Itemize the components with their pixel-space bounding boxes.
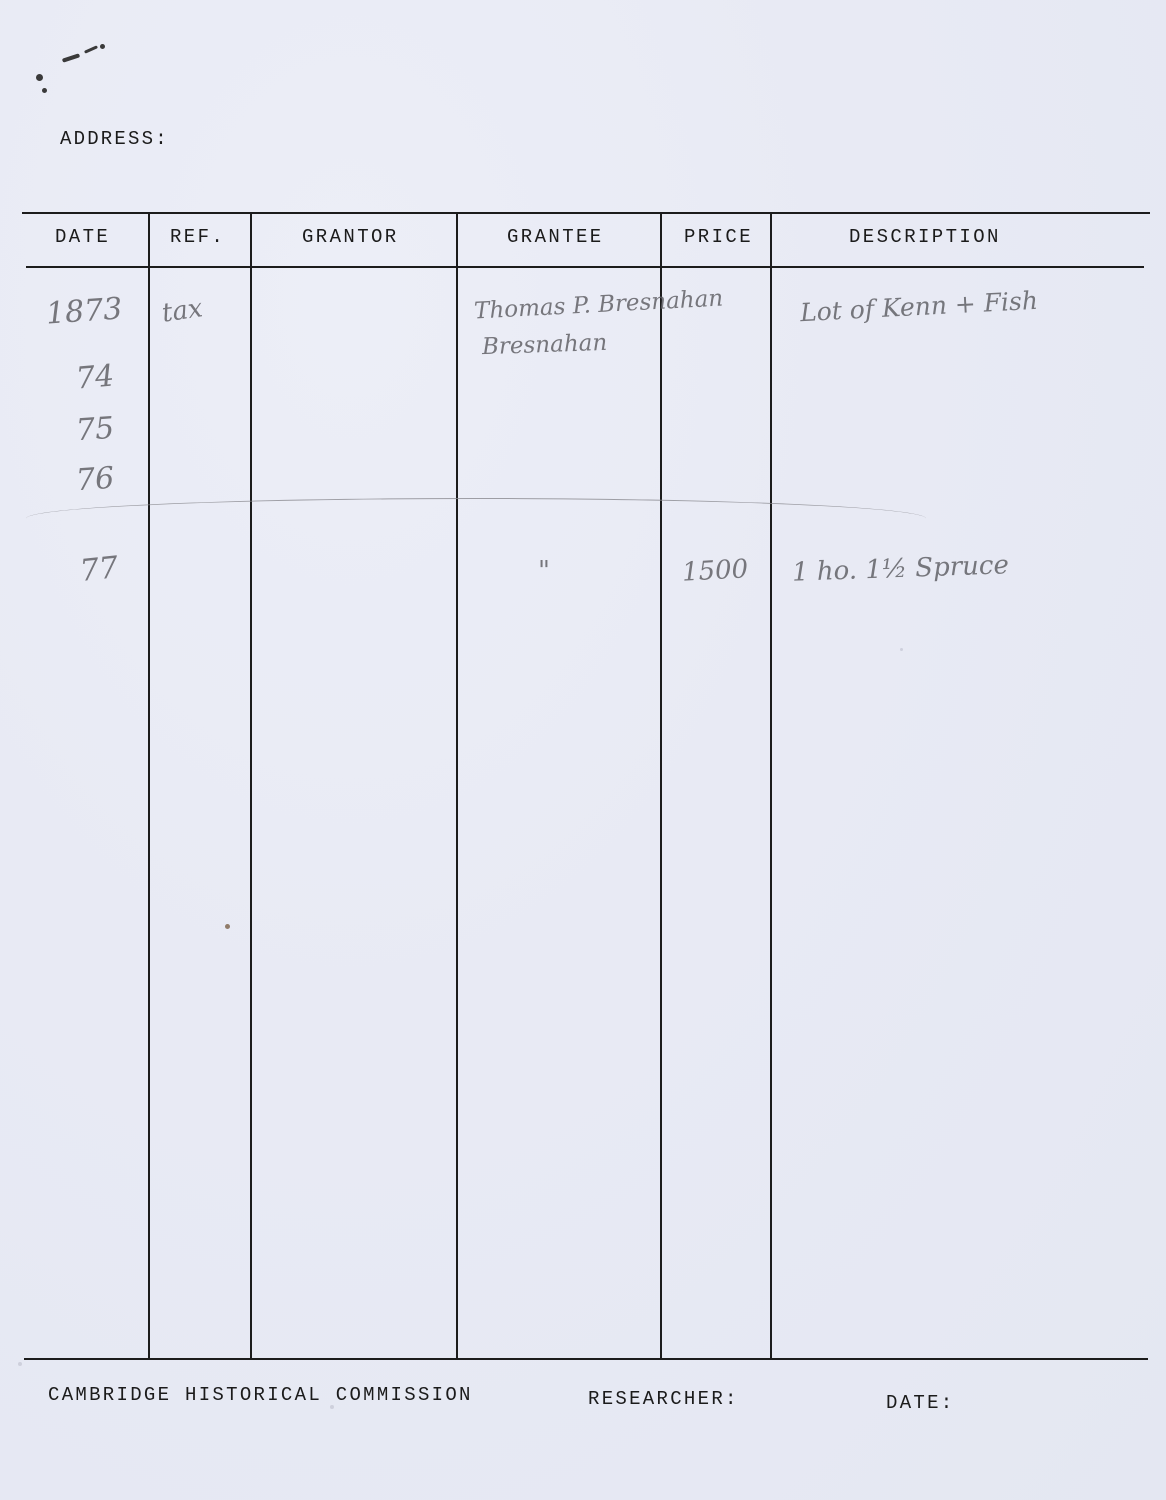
address-label: ADDRESS:	[60, 128, 169, 150]
column-header-grantee: GRANTEE	[507, 226, 604, 248]
stray-mark-icon	[36, 74, 43, 81]
table-col-divider	[456, 214, 458, 1358]
cell-grantee-row1: Thomas P. Bresnahan	[473, 285, 724, 325]
cell-grantee-row1-line2: Bresnahan	[481, 329, 608, 361]
cell-date-row2: 74	[74, 358, 116, 397]
stray-mark-icon	[100, 44, 105, 49]
cell-description-row5: 1 ho. 1½ Spruce	[791, 550, 1010, 588]
footer-date-label: DATE:	[886, 1392, 955, 1414]
cell-date-row5: 77	[78, 550, 120, 589]
cell-description-row1: Lot of Kenn + Fish	[799, 285, 1039, 328]
cell-grantee-row5: "	[538, 556, 550, 586]
column-header-price: PRICE	[684, 226, 754, 248]
page-footer	[0, 1378, 1166, 1418]
table-header-row	[22, 212, 1150, 266]
deed-table	[22, 212, 1150, 1360]
table-header-border	[26, 266, 1144, 268]
cell-date-row4: 76	[74, 460, 116, 499]
table-col-divider	[250, 214, 252, 1358]
column-header-description: DESCRIPTION	[849, 226, 1001, 248]
table-bottom-border	[24, 1358, 1148, 1360]
cell-date-row3: 75	[74, 410, 116, 449]
column-header-date: DATE	[55, 226, 111, 248]
pencil-arc-mark	[26, 498, 926, 539]
column-header-ref: REF.	[170, 226, 226, 248]
stray-mark-icon	[62, 53, 80, 62]
paper-speckle	[18, 1362, 22, 1366]
table-col-divider	[770, 214, 772, 1358]
cell-ref-row1: tax	[160, 293, 205, 329]
table-col-divider	[660, 214, 662, 1358]
footer-organization: CAMBRIDGE HISTORICAL COMMISSION	[48, 1384, 473, 1406]
table-col-divider	[148, 214, 150, 1358]
cell-price-row5: 1500	[681, 554, 749, 588]
stray-mark-icon	[84, 45, 98, 53]
footer-researcher-label: RESEARCHER:	[588, 1388, 739, 1410]
column-header-grantor: GRANTOR	[302, 226, 399, 248]
cell-date-row1: 1873	[44, 291, 124, 332]
stray-mark-icon	[42, 88, 47, 93]
